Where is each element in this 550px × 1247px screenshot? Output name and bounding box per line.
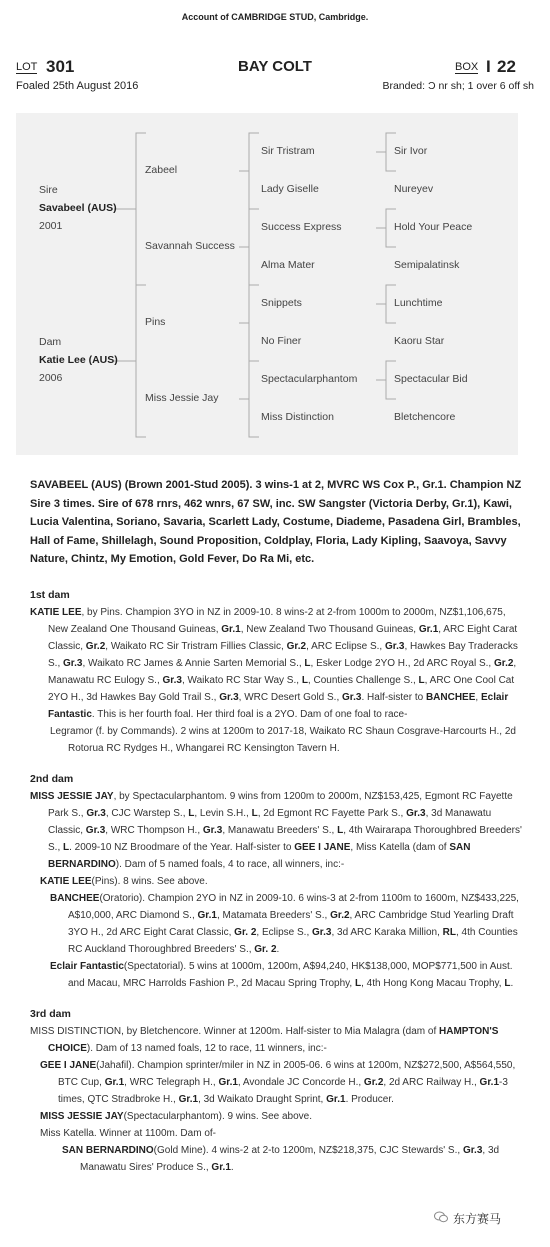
dam-year: 2006 [39,372,63,384]
third-dam-entry: MISS DISTINCTION, by Bletchencore. Winner at 1200m. Half-sister to Mia Malagra (dam of HAMPTON'S CHOICE). Dam of 13 named foals, 12 to race, 11 winners, inc:- [30,1026,499,1054]
sire-label: Sire [39,184,58,196]
wechat-icon [434,1211,448,1223]
dam-name: Katie Lee (AUS) [39,354,118,366]
pedigree-gen4: Hold Your Peace [394,221,473,233]
third-dam-heading: 3rd dam [30,1008,71,1020]
pedigree-gen3: Success Express [261,221,342,233]
pedigree-gen3: Miss Distinction [261,411,334,423]
sire-year: 2001 [39,220,63,232]
box-number: 22 [497,57,516,76]
branded-info: Branded: Ɔ nr sh; 1 over 6 off sh [382,80,534,92]
pedigree-gen2: Savannah Success [145,240,235,252]
second-dam-heading: 2nd dam [30,773,74,785]
pedigree-gen3: Snippets [261,297,302,309]
pedigree-brackets [16,113,518,455]
second-dam-foal-eclair: Eclair Fantastic(Spectatorial). 5 wins at 1000m, 1200m, A$94,240, HK$138,000, MOP$771,500 in Aust. and Macau, MRC Harrolds Fashion P., 2d Macau Spring Trophy, L, 4th Hong Kong Macau Trophy, L. [50,961,514,989]
sire-name: Savabeel (AUS) [39,202,117,214]
horse-sex-title: BAY COLT [238,58,312,75]
first-dam-foal: Legramor (f. by Commands). 2 wins at 1200m to 2017-18, Waikato RC Shaun Cosgrave-Harcourts H., 2d Rotorua RC Rydges H., Whangarei RC Kensington Tavern H. [50,726,516,754]
second-dam-foal-katie: KATIE LEE(Pins). 8 wins. See above. [40,876,208,887]
third-dam-foal-katella: Miss Katella. Winner at 1100m. Dam of- [40,1128,216,1139]
first-dam-entry: KATIE LEE, by Pins. Champion 3YO in NZ in 2009-10. 8 wins-2 at 2-from 1000m to 2000m, NZ$1,106,675, New Zealand One Thousand Guineas, Gr.1, New Zealand Two Thousand Guineas, Gr.1, ARC Eight Carat Classic, Gr.2, Waikato RC Sir Tristram Fillies Classic, Gr.2, ARC Eclipse S., Gr.3, Hawkes Bay Traderacks S., Gr.3, Waikato RC James & Annie Sarten Memorial S., L, Esker Lodge 2YO H., 2d ARC Royal S., Gr.2, Manawatu RC Eulogy S., Gr.3, Waikato RC Star Way S., L, Counties Challenge S., L, ARC One Cool Cat 2YO H., 3d Hawkes Bay Gold Trail S., Gr.3, WRC Desert Gold S., Gr.3. Half-sister to BANCHEE, Eclair Fantastic. This is her fourth foal. Her third foal is a 2YO. Dam of one foal to race- [30,607,518,720]
pedigree-gen3: Spectacularphantom [261,373,358,385]
lot-number: 301 [46,57,75,76]
pedigree-gen4: Kaoru Star [394,335,445,347]
dam-label: Dam [39,336,62,348]
third-dam-foal-jessie: MISS JESSIE JAY(Spectacularphantom). 9 wins. See above. [40,1111,312,1122]
box-label: BOX [455,61,479,73]
lot-label: LOT [16,61,38,73]
sire-summary: SAVABEEL (AUS) (Brown 2001-Stud 2005). 3 wins-1 at 2, MVRC WS Cox P., Gr.1. Champion NZ Sire 3 times. Sire of 678 rnrs, 462 wnrs, 67 SW, inc. SW Sangster (Victoria Derby, Gr.1), Kawi, Lucia Valentina, Soriano, Savaria, Scarlett Lady, Costume, Diademe, Pasadena Girl, Brambles, Hall of Fame, Shillelagh, Sound Proposition, Coldplay, Floria, Lady Kipling, Saavoya, Savvy Nature, Chintz, My Emotion, Gold Fever, Do Ra Mi, etc. [30,479,522,565]
pedigree-chart [16,113,518,455]
third-dam-foal-gee: GEE I JANE(Jahafil). Champion sprinter/miler in NZ in 2005-06. 6 wins at 1200m, NZ$272,500, A$564,550, BTC Cup, Gr.1, WRC Telegraph H., Gr.1, Avondale JC Concorde H., Gr.2, 2d ARC Railway H., Gr.1-3 times, QTC Stradbroke H., Gr.1, 3d Waikato Draught Sprint, Gr.1. Producer. [40,1060,516,1105]
pedigree-gen4: Nureyev [394,183,434,195]
pedigree-gen2: Pins [145,316,166,328]
pedigree-gen4: Spectacular Bid [394,373,468,385]
box-separator: I [486,57,491,76]
pedigree-gen3: No Finer [261,335,302,347]
pedigree-gen4: Semipalatinsk [394,259,460,271]
pedigree-gen3: Alma Mater [261,259,315,271]
watermark-text: 东方赛马 [453,1212,502,1226]
pedigree-gen3: Lady Giselle [261,183,319,195]
dam-sections [30,578,522,1176]
pedigree-gen4: Lunchtime [394,297,443,309]
pedigree-gen2: Miss Jessie Jay [145,392,219,404]
second-dam-foal-banchee: BANCHEE(Oratorio). Champion 2YO in NZ in 2009-10. 6 wins-3 at 2-from 1100m to 1600m, NZ$433,225, A$10,000, ARC Diamond S., Gr.1, Matamata Breeders' S., Gr.2, ARC Cambridge Stud Yearling Draft 3YO H., 2d ARC Eight Carat Classic, Gr. 2, Eclipse S., Gr.3, 3d ARC Karaka Million, RL, 4th Counties RC Auckland Thoroughbred Breeders' S., Gr. 2. [50,893,519,955]
account-line: Account of CAMBRIDGE STUD, Cambridge. [181,12,369,22]
pedigree-gen4: Sir Ivor [394,145,428,157]
pedigree-gen3: Sir Tristram [261,145,315,157]
third-dam-grandfoal-san-bernardino: SAN BERNARDINO(Gold Mine). 4 wins-2 at 2-to 1200m, NZ$218,375, CJC Stewards' S., Gr.3, 3d Manawatu Sires' Produce S., Gr.1. [62,1145,500,1173]
foaled-date: Foaled 25th August 2016 [16,80,139,92]
pedigree-gen2: Zabeel [145,164,178,176]
second-dam-entry: MISS JESSIE JAY, by Spectacularphantom. 9 wins from 1200m to 2000m, NZ$153,425, Egmont RC Fayette Park S., Gr.3, CJC Warstep S., L, Levin S.H., L, 2d Egmont RC Fayette Park S., Gr.3, 3d Manawatu Classic, Gr.3, WRC Thompson H., Gr.3, Manawatu Breeders' S., L, 4th Wairarapa Thoroughbred Breeders' S., L. 2009-10 NZ Broodmare of the Year. Half-sister to GEE I JANE, Miss Katella (dam of SAN BERNARDINO). Dam of 5 named foals, 4 to race, all winners, inc:- [30,791,522,870]
pedigree-gen4: Bletchencore [394,411,456,423]
first-dam-heading: 1st dam [30,589,70,601]
